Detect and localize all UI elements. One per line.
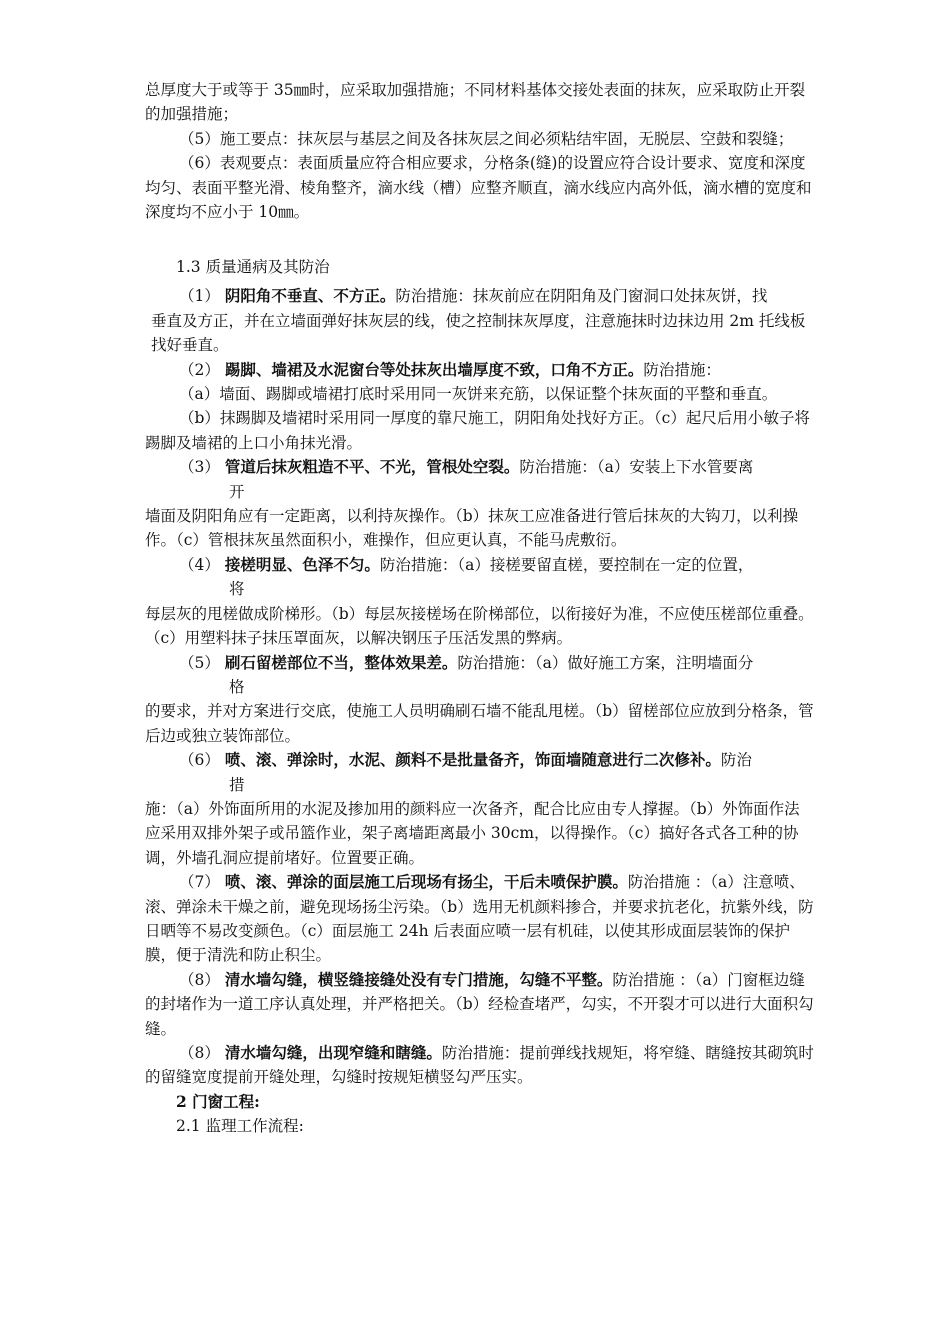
heading-2 xyxy=(145,1090,815,1114)
item-3-title: 管道后抹灰粗造不平、不光，管根处空裂。 xyxy=(224,457,520,477)
item-9-title: 清水墙勾缝，出现窄缝和瞎缝。 xyxy=(224,1043,442,1062)
item-9-text: 防治措施：提前弹线找规矩，将窄缝、瞎缝按其砌筑时的留缝宽度提前开缝处理，勾缝时按规矩横竖勾严压实。 xyxy=(145,1044,814,1087)
item-1-number: （1） xyxy=(179,287,220,306)
item-7 xyxy=(145,870,815,968)
item-5 xyxy=(145,651,815,675)
paragraph-appearance-points: （6）表观要点：表面质量应符合相应要求，分格条(缝)的设置应符合设计要求、宽度和深度均匀、表面平整光滑、棱角整齐，滴水线（槽）应整齐顺直，滴水线应内高外低，滴水槽的宽度和深度均不应小于 10㎜。 xyxy=(145,154,812,222)
item-9 xyxy=(145,1041,815,1090)
item-4-number: （4） xyxy=(179,555,220,574)
item-5-continuation: 的要求，并对方案进行交底，使施工人员明确刷石墙不能乱甩槎。（b）留槎部位应放到分格条，管后边或独立装饰部位。 xyxy=(145,702,814,745)
item-6-number: （6） xyxy=(179,751,220,770)
item-7-title: 喷、滚、弹涂的面层施工后现场有扬尘，干后未喷保护膜。 xyxy=(224,872,628,892)
paragraph-thickness: 总厚度大于或等于 35㎜时，应采取加强措施；不同材料基体交接处表面的抹灰，应采取防止开裂的加强措施； xyxy=(145,81,806,124)
paragraph-construction-points: （5）施工要点：抹灰层与基层之间及各抹灰层之间必须粘结牢固，无脱层、空鼓和裂缝； xyxy=(179,129,794,148)
item-7-text: 防治措施 ：（a）注意喷、滚、弹涂未干燥之前，避免现场扬尘污染。（b）选用无机颜料掺合，并要求抗老化，抗紫外线，防日晒等不易改变颜色。（c）面层施工 24h 后表面应喷一层有机硅，以使其形成面层装饰的保护膜，便于清洗和防止积尘。 xyxy=(145,873,814,965)
item-2-measure-a: （a）墙面、踢脚或墙裙打底时采用同一灰饼来充筋，以保证整个抹灰面的平整和垂直。 xyxy=(179,385,778,404)
item-8-text: 防治措施 ：（a）门窗框边缝的封堵作为一道工序认真处理，并严格把关。（b）经检查堵严，勾实，不开裂才可以进行大面积勾缝。 xyxy=(145,970,814,1038)
item-1-text: 防治措施：抹灰前应在阴阳角及门窗洞口处抹灰饼，找 xyxy=(395,287,768,306)
item-1 xyxy=(145,284,815,308)
item-3-wrap: 开 xyxy=(229,482,245,501)
item-6 xyxy=(145,748,815,772)
item-1-title: 阴阳角不垂直、不方正。 xyxy=(224,286,396,306)
item-1-continuation: 垂直及方正，并在立墙面弹好抹灰层的线，使之控制抹灰厚度，注意施抹时边抹边用 2m 托线板找好垂直。 xyxy=(151,311,806,355)
item-4-text: 防治措施：（a）接槎要留直槎，要控制在一定的位置， xyxy=(379,555,754,574)
item-4-wrap: 将 xyxy=(229,580,245,599)
item-2-number: （2） xyxy=(179,360,220,379)
item-8 xyxy=(145,968,815,1041)
item-6-text: 防治 xyxy=(720,751,752,770)
section-1-2-continued xyxy=(145,78,815,224)
item-2 xyxy=(145,358,815,382)
item-3 xyxy=(145,455,815,479)
item-8-title: 清水墙勾缝，横竖缝接缝处没有专门措施，勾缝不平整。 xyxy=(224,969,613,989)
heading-1-3: 1.3 质量通病及其防治 xyxy=(176,258,330,276)
item-3-text: 防治措施：（a）安装上下水管要离 xyxy=(519,458,754,477)
heading-2-text: 2 门窗工程: xyxy=(176,1091,260,1111)
item-9-number: （8） xyxy=(179,1044,220,1062)
heading-2-1: 2.1 监理工作流程: xyxy=(176,1117,304,1136)
section-1-3 xyxy=(145,255,815,1139)
item-5-title: 刷石留槎部位不当，整体效果差。 xyxy=(224,652,458,672)
item-6-continuation: 施：（a）外饰面所用的水泥及掺加用的颜料应一次备齐，配合比应由专人撑握。（b）外饰面作法应采用双排外架子或吊篮作业，架子离墙距离最小 30cm，以得操作。（c）搞好各式各工种的协调，外墙孔洞应提前堵好。位置要正确。 xyxy=(145,799,800,867)
item-4-title: 接槎明显、色泽不匀。 xyxy=(224,554,380,574)
item-3-number: （3） xyxy=(179,458,220,477)
item-5-wrap: 格 xyxy=(229,677,245,696)
item-2-measure-b: （b）抹踢脚及墙裙时采用同一厚度的靠尺施工，阴阳角处找好方正。（c）起尺后用小敏子将踢脚及墙裙的上口小角抹光滑。 xyxy=(145,409,810,452)
item-5-text: 防治措施：（a）做好施工方案，注明墙面分 xyxy=(457,653,754,672)
item-4 xyxy=(145,553,815,577)
item-3-continuation: 墙面及阴阳角应有一定距离，以利持灰操作。（b）抹灰工应准备进行管后抹灰的大钩刀，以利操作。（c）管根抹灰虽然面积小，难操作，但应更认真，不能马虎敷衍。 xyxy=(145,507,799,550)
item-5-number: （5） xyxy=(179,653,220,672)
item-2-text: 防治措施： xyxy=(643,360,721,379)
item-8-number: （8） xyxy=(179,970,220,989)
item-7-number: （7） xyxy=(179,873,220,892)
item-6-wrap: 措 xyxy=(229,775,245,794)
item-4-continuation: 每层灰的甩槎做成阶梯形。（b）每层灰接槎场在阶梯部位，以衔接好为准，不应使压槎部位重叠。（c）用塑料抹子抹压罩面灰，以解决钢压子压活发黑的弊病。 xyxy=(145,604,814,648)
item-6-title: 喷、滚、弹涂时，水泥、颜料不是批量备齐，饰面墙随意进行二次修补。 xyxy=(224,750,721,770)
item-2-title: 踢脚、墙裙及水泥窗台等处抹灰出墙厚度不致，口角不方正。 xyxy=(224,359,644,379)
